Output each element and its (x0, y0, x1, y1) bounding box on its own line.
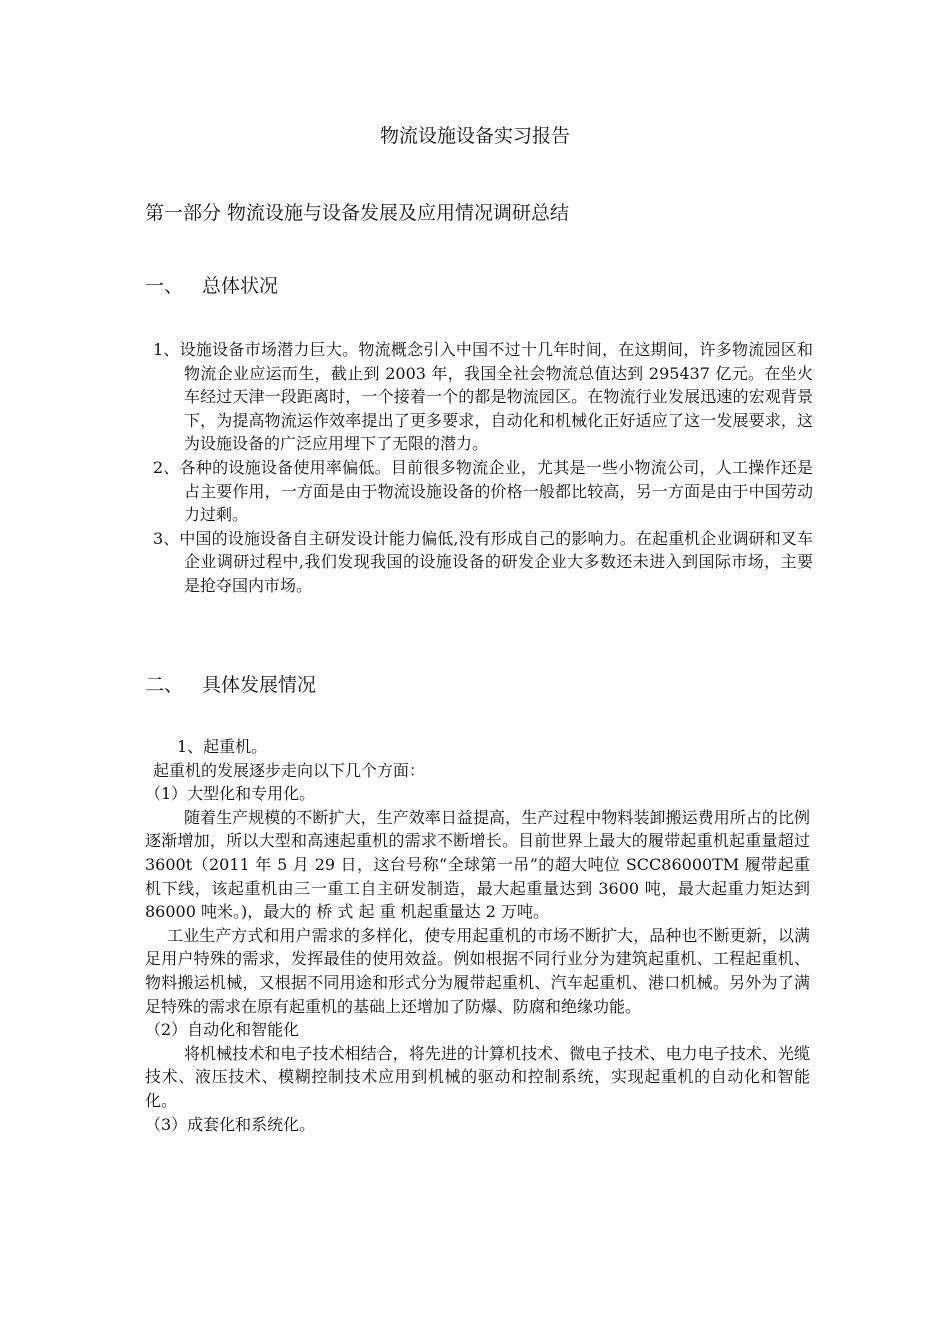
point1-paragraph2: 工业生产方式和用户需求的多样化，使专用起重机的市场不断扩大，品种也不断更新，以满足用户特殊的需求，发挥最佳的使用效益。例如根据不同行业分为建筑起重机、工程起重机、物料搬运机械，又根据不同用途和形式分为履带起重机、汽车起重机、港口机械。另外为了满足特殊的需求在原有起重机的基础上还增加了防爆、防腐和绝缘功能。 (145, 925, 810, 1016)
section-number: 一、 (145, 275, 184, 297)
document-title: 物流设施设备实习报告 (379, 125, 570, 147)
list-item: 1、设施设备市场潜力巨大。物流概念引入中国不过十几年时间，在这期间，许多物流园区和物流企业应运而生，截止到 2003 年，我国全社会物流总值达到 295437 亿元。在坐火车经过天津一段距离时，一个接着一个的都是物流园区。在物流行业发展迅速的宏观背景下，为提高物流运作效率提出了更多要求，自动化和机械化正好适应了这一发展要求，这为设施设备的广泛应用埋下了无限的潜力。 (153, 340, 813, 454)
list-item: 3、中国的设施设备自主研发设计能力偏低,没有形成自己的影响力。在起重机企业调研和叉车企业调研过程中,我们发现我国的设施设备的研发企业大多数还未进入到国际市场，主要是抢夺国内市场。 (153, 528, 813, 595)
intro-paragraph: 起重机的发展逐步走向以下几个方面： (153, 760, 426, 780)
section-title: 总体状况 (202, 275, 279, 297)
point2-title: （2）自动化和智能化 (145, 1020, 300, 1040)
part-heading: 第一部分 物流设施与设备发展及应用情况调研总结 (145, 202, 570, 224)
point1-paragraph1: 随着生产规模的不断扩大，生产效率日益提高，生产过程中物料装卸搬运费用所占的比例逐渐增加，所以大型和高速起重机的需求不断增长。目前世界上最大的履带起重机起重量超过 3600t（2011 年 5 月 29 日，这台号称“全球第一吊”的超大吨位 SCC86000TM 履带起重机下线，该起重机由三一重工自主研发制造，最大起重量达到 3600 吨，最大起重力矩达到 86000 吨米。)，最大的 桥 式 起 重 机起重量达 2 万吨。 (145, 807, 810, 922)
sub-heading: 1、起重机。 (177, 737, 268, 756)
section-title: 具体发展情况 (202, 674, 317, 696)
overview-list (153, 338, 813, 598)
section-heading-development (145, 671, 316, 699)
list-item: 2、各种的设施设备使用率偏低。目前很多物流企业，尤其是一些小物流公司，人工操作还是占主要作用，一方面是由于物流设施设备的价格一般都比较高，另一方面是由于中国劳动力过剩。 (153, 457, 813, 525)
point2-paragraph: 将机械技术和电子技术相结合，将先进的计算机技术、微电子技术、电力电子技术、光缆技术、液压技术、模糊控制技术应用到机械的驱动和控制系统，实现起重机的自动化和智能化。 (145, 1043, 810, 1110)
crane-section (145, 735, 810, 1136)
section-number: 二、 (145, 674, 184, 696)
point1-title: （1）大型化和专用化。 (145, 784, 316, 804)
point3-title: （3）成套化和系统化。 (145, 1114, 316, 1134)
section-heading-overview (145, 272, 278, 300)
